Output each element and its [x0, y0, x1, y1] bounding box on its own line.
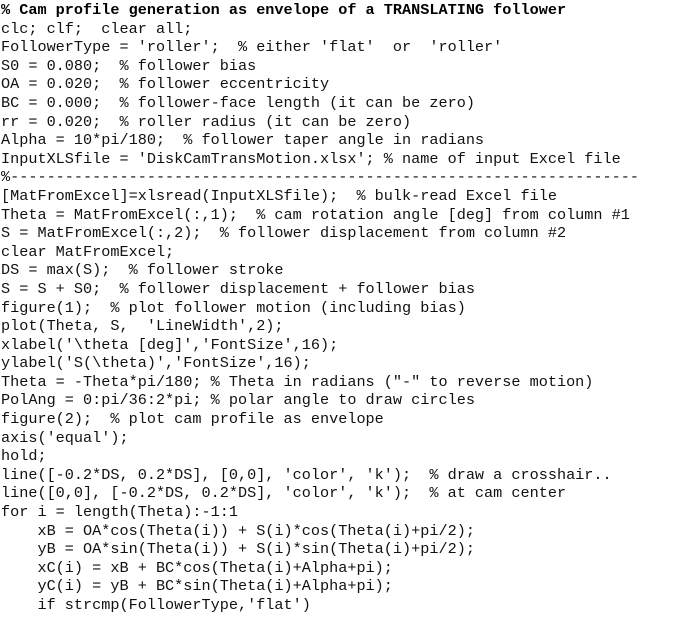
- code-line: clear MatFromExcel;: [1, 242, 175, 261]
- code-line: if strcmp(FollowerType,'flat'): [1, 596, 311, 614]
- code-line: line([0,0], [-0.2*DS, 0.2*DS], 'color', 'k'); % at cam center: [1, 484, 567, 503]
- code-line: figure(1); % plot follower motion (including bias): [1, 298, 466, 317]
- code-listing: [1, 1, 685, 615]
- code-line: [MatFromExcel]=xlsread(InputXLSfile); % bulk-read Excel file: [1, 186, 557, 205]
- code-line: xC(i) = xB + BC*cos(Theta(i)+Alpha+pi);: [1, 558, 393, 577]
- code-line: S = MatFromExcel(:,2); % follower displacement from column #2: [1, 224, 567, 243]
- code-line: Theta = -Theta*pi/180; % Theta in radians ("-" to reverse motion): [1, 372, 594, 391]
- code-line: DS = max(S); % follower stroke: [1, 261, 284, 280]
- code-line: plot(Theta, S, 'LineWidth',2);: [1, 317, 284, 336]
- code-line: PolAng = 0:pi/36:2*pi; % polar angle to draw circles: [1, 391, 475, 410]
- code-line: Alpha = 10*pi/180; % follower taper angle in radians: [1, 131, 485, 150]
- code-line: OA = 0.020; % follower eccentricity: [1, 75, 330, 94]
- code-line: for i = length(Theta):-1:1: [1, 503, 238, 522]
- code-line: InputXLSfile = 'DiskCamTransMotion.xlsx'; % name of input Excel file: [1, 149, 621, 168]
- code-line: clc; clf; clear all;: [1, 19, 193, 38]
- code-line: rr = 0.020; % roller radius (it can be zero): [1, 112, 412, 131]
- code-line: xB = OA*cos(Theta(i)) + S(i)*cos(Theta(i)+pi/2);: [1, 521, 475, 540]
- code-line: yC(i) = yB + BC*sin(Theta(i)+Alpha+pi);: [1, 577, 393, 596]
- code-line: hold;: [1, 447, 47, 466]
- code-line-separator: %---------------------------------------------------------------------: [1, 168, 639, 187]
- code-line-heading-comment: % Cam profile generation as envelope of a TRANSLATING follower: [1, 1, 567, 19]
- code-line: line([-0.2*DS, 0.2*DS], [0,0], 'color', 'k'); % draw a crosshair..: [1, 465, 612, 484]
- code-line: ylabel('S(\theta)','FontSize',16);: [1, 354, 311, 373]
- code-line: S0 = 0.080; % follower bias: [1, 56, 257, 75]
- code-line: xlabel('\theta [deg]','FontSize',16);: [1, 335, 339, 354]
- code-line: FollowerType = 'roller'; % either 'flat' or 'roller': [1, 38, 503, 57]
- code-line: figure(2); % plot cam profile as envelope: [1, 410, 384, 429]
- code-line: axis('equal');: [1, 428, 129, 447]
- code-line: S = S + S0; % follower displacement + follower bias: [1, 279, 475, 298]
- code-line: BC = 0.000; % follower-face length (it can be zero): [1, 93, 475, 112]
- code-line: Theta = MatFromExcel(:,1); % cam rotation angle [deg] from column #1: [1, 205, 630, 224]
- code-line: yB = OA*sin(Theta(i)) + S(i)*sin(Theta(i)+pi/2);: [1, 540, 475, 559]
